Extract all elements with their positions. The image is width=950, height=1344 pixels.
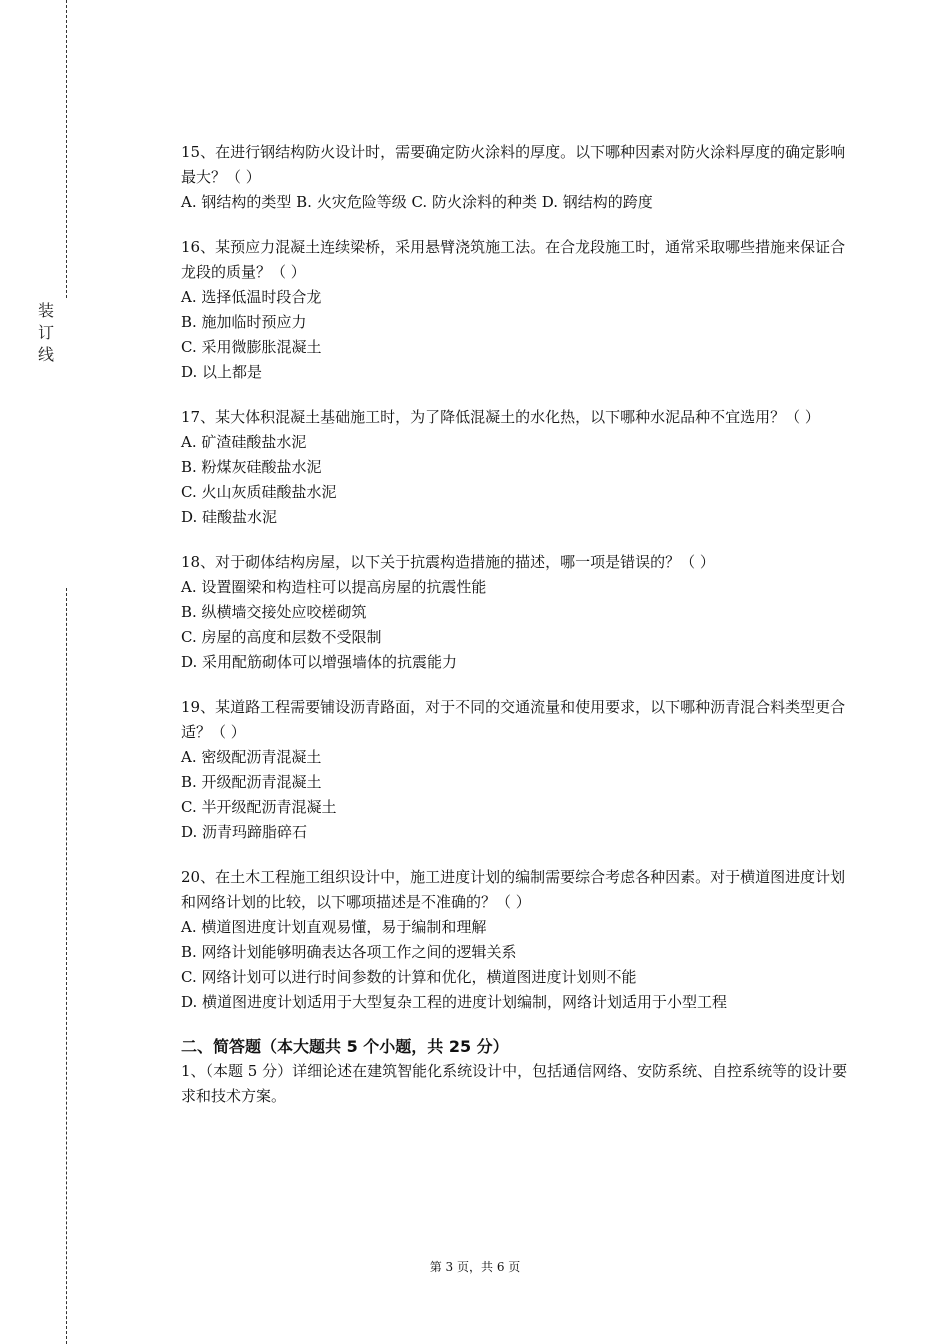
option-c: C. 半开级配沥青混凝土	[181, 798, 337, 816]
exam-content	[181, 140, 851, 1109]
option-d: D. 硅酸盐水泥	[181, 508, 278, 526]
option-c: C. 房屋的高度和层数不受限制	[181, 628, 382, 646]
question-16	[181, 235, 851, 385]
option-b: B. 网络计划能够明确表达各项工作之间的逻辑关系	[181, 943, 517, 961]
short-answer-question-1: 1、（本题 5 分）详细论述在建筑智能化系统设计中，包括通信网络、安防系统、自控系统等的设计要求和技术方案。	[181, 1062, 848, 1105]
option-a: A. 设置圈梁和构造柱可以提高房屋的抗震性能	[181, 578, 487, 596]
option-d: D. 沥青玛蹄脂碎石	[181, 823, 308, 841]
option-c: C. 火山灰质硅酸盐水泥	[181, 483, 337, 501]
option-c: C. 采用微膨胀混凝土	[181, 338, 322, 356]
option-b: B. 粉煤灰硅酸盐水泥	[181, 458, 322, 476]
question-stem: 18、对于砌体结构房屋，以下关于抗震构造措施的描述，哪一项是错误的？（ ）	[181, 553, 715, 571]
option-d: D. 横道图进度计划适用于大型复杂工程的进度计划编制，网络计划适用于小型工程	[181, 993, 728, 1011]
question-stem: 20、在土木工程施工组织设计中，施工进度计划的编制需要综合考虑各种因素。对于横道图进度计划和网络计划的比较，以下哪项描述是不准确的？（ ）	[181, 868, 846, 911]
option-b: B. 纵横墙交接处应咬槎砌筑	[181, 603, 367, 621]
question-19	[181, 695, 851, 845]
option-b: B. 开级配沥青混凝土	[181, 773, 322, 791]
question-18	[181, 550, 851, 675]
option-a: A. 横道图进度计划直观易懂，易于编制和理解	[181, 918, 487, 936]
option-d: D. 以上都是	[181, 363, 263, 381]
option-d: D. 采用配筋砌体可以增强墙体的抗震能力	[181, 653, 458, 671]
option-a: A. 选择低温时段合龙	[181, 288, 322, 306]
section-title: 二、简答题（本大题共 5 个小题，共 25 分）	[181, 1037, 509, 1056]
question-stem: 17、某大体积混凝土基础施工时，为了降低混凝土的水化热，以下哪种水泥品种不宜选用？（ ）	[181, 408, 820, 426]
question-stem: 19、某道路工程需要铺设沥青路面，对于不同的交通流量和使用要求，以下哪种沥青混合料类型更合适？（ ）	[181, 698, 846, 741]
option-c: C. 网络计划可以进行时间参数的计算和优化，横道图进度计划则不能	[181, 968, 637, 986]
option-a: A. 密级配沥青混凝土	[181, 748, 322, 766]
question-17	[181, 405, 851, 530]
binding-line-top	[66, 0, 67, 298]
question-stem: 16、某预应力混凝土连续梁桥，采用悬臂浇筑施工法。在合龙段施工时，通常采取哪些措施来保证合龙段的质量？（ ）	[181, 238, 846, 281]
binding-label: 装订线	[37, 301, 54, 364]
option-a: A. 矿渣硅酸盐水泥	[181, 433, 307, 451]
question-15	[181, 140, 851, 215]
page-footer: 第 3 页，共 6 页	[429, 1260, 521, 1274]
binding-line-bottom	[66, 588, 67, 1344]
question-20	[181, 865, 851, 1015]
option-b: B. 施加临时预应力	[181, 313, 307, 331]
question-stem: 15、在进行钢结构防火设计时，需要确定防火涂料的厚度。以下哪种因素对防火涂料厚度的确定影响最大？（ ）	[181, 143, 846, 186]
question-options-inline: A. 钢结构的类型 B. 火灾危险等级 C. 防火涂料的种类 D. 钢结构的跨度	[181, 193, 653, 211]
